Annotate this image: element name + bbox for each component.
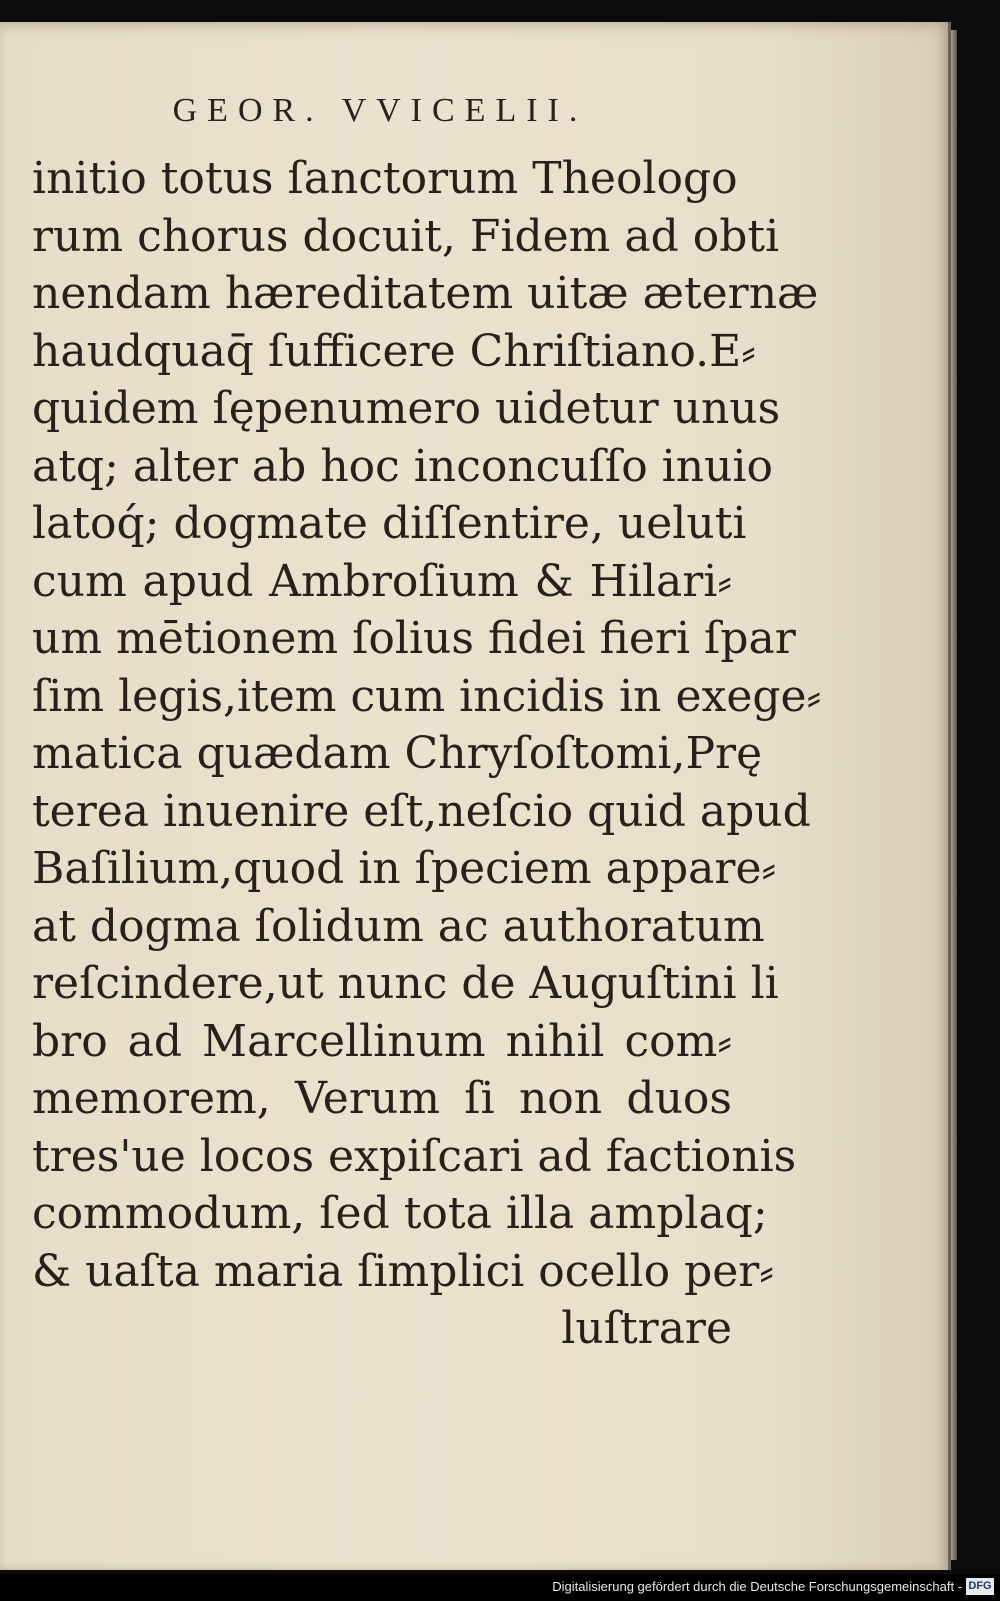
page-edge (951, 30, 957, 1560)
text-line: terea inuenire eſt,neſcio quid apud (32, 785, 811, 837)
text-line: rum chorus docuit, Fidem ad obti (32, 210, 780, 262)
text-block (32, 150, 822, 1358)
text-line: commodum, ſed tota illa amplaq; (32, 1188, 768, 1239)
text-line: matica quædam Chryſoſtomi,Prę (32, 728, 763, 779)
text-line: quidem ſępenumero uidetur unus (32, 383, 781, 434)
text-line: memorem, Verum ſi non duos (32, 1073, 732, 1124)
text-line: nendam hæreditatem uitæ æternæ (32, 268, 819, 319)
text-line: Baſilium,quod in ſpeciem appare⸗ (32, 843, 777, 894)
text-line: reſcindere,ut nunc de Auguſtini li (32, 958, 779, 1009)
text-line: haudquaq̄ ſufficere Chriſtiano.E⸗ (32, 325, 756, 377)
text-line: bro ad Marcellinum nihil com⸗ (32, 1015, 732, 1067)
text-line: initio totus ſanctorum Theologo (32, 153, 738, 204)
text-line: um mētionem ſolius fidei fieri ſpar (32, 613, 796, 664)
text-line: tres'ue locos expiſcari ad factionis (32, 1130, 797, 1182)
text-line: & uaſta maria ſimplici ocello per⸗ (32, 1245, 774, 1297)
dfg-logo: DFG (966, 1578, 994, 1595)
running-head: GEOR. VVICELII. (172, 92, 588, 129)
text-line: atq; alter ab hoc inconcuſſo inuio (32, 440, 773, 492)
footer-bar (0, 1574, 1000, 1601)
text-line: at dogma ſolidum ac authoratum (32, 900, 765, 952)
book-page (0, 22, 951, 1570)
funding-notice: Digitalisierung gefördert durch die Deutsche Forschungsgemeinschaft - (552, 1579, 962, 1594)
text-line: cum apud Ambroſium & Hilari⸗ (32, 555, 732, 607)
text-line: ſim legis,item cum incidis in exege⸗ (32, 670, 822, 722)
catchword: luſtrare (561, 1303, 732, 1354)
text-line: latoq́; dogmate diſſentire, ueluti (32, 498, 747, 549)
